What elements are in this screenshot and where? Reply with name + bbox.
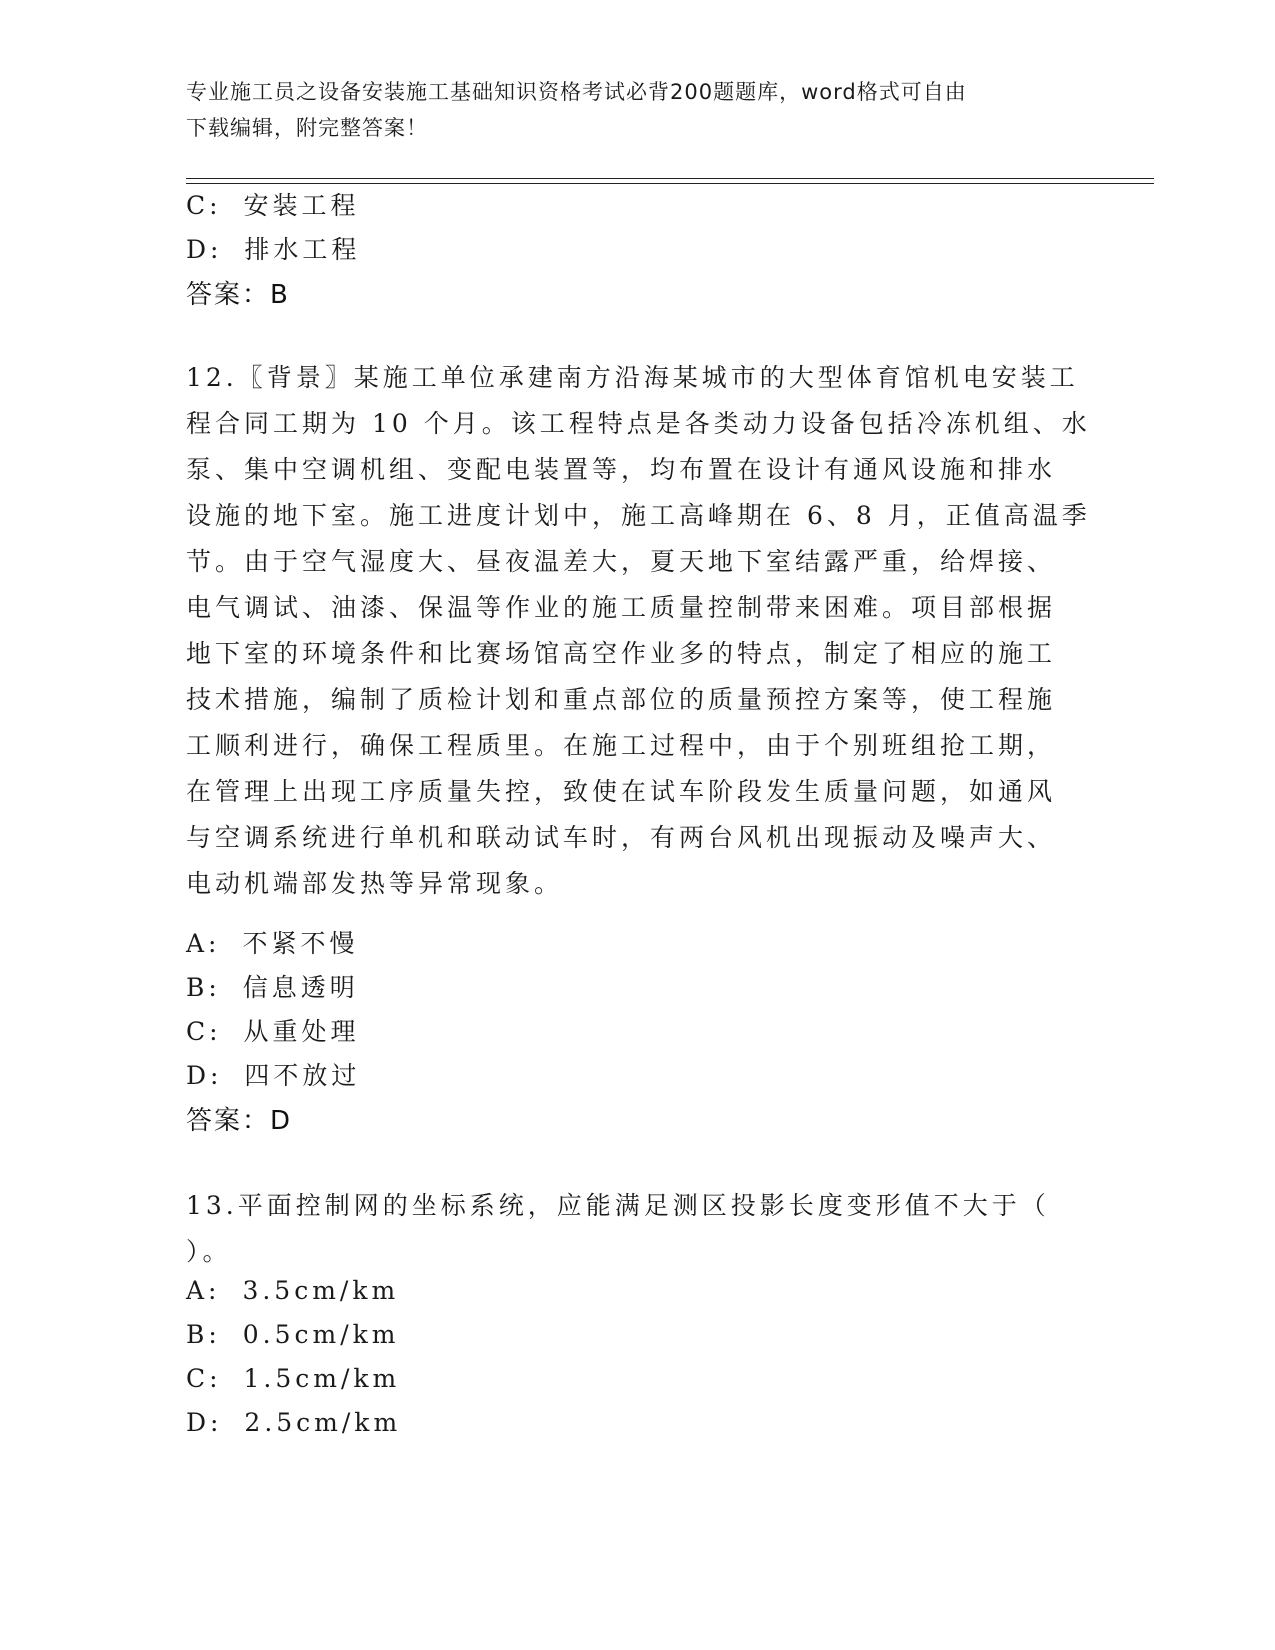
- option-label: B:: [186, 973, 221, 1002]
- question-line: 泵、集中空调机组、变配电装置等，均布置在设计有通风设施和排水: [186, 455, 1057, 484]
- answer-q12: 答案：D: [186, 1106, 293, 1136]
- question-line: 电动机端部发热等异常现象。: [186, 869, 564, 898]
- header-line-2: 下载编辑，附完整答案！: [186, 116, 428, 140]
- option-c-q13: [186, 1364, 400, 1393]
- document-header: [186, 74, 1066, 146]
- option-label: D:: [186, 1408, 223, 1437]
- question-line: 13.平面控制网的坐标系统，应能满足测区投影长度变形值不大于（: [186, 1191, 1050, 1220]
- option-text: 2.5cm/km: [244, 1408, 402, 1437]
- question-line: ）。: [186, 1237, 232, 1266]
- option-d-prev: [186, 230, 360, 266]
- option-d-q12: [186, 1056, 360, 1092]
- question-line: 技术措施，编制了质检计划和重点部位的质量预控方案等，使工程施: [186, 685, 1057, 714]
- option-text: 1.5cm/km: [243, 1364, 401, 1393]
- question-line: 设施的地下室。施工进度计划中，施工高峰期在 6、8 月，正值高温季: [186, 501, 1091, 530]
- option-label: D:: [186, 235, 223, 264]
- question-line: 节。由于空气湿度大、昼夜温差大，夏天地下室结露严重，给焊接、: [186, 547, 1057, 576]
- header-divider-top: [186, 178, 1154, 179]
- option-c-q12: [186, 1012, 360, 1048]
- option-a-q13: [186, 1276, 399, 1305]
- question-line: 12.〖背景〗某施工单位承建南方沿海某城市的大型体育馆机电安装工: [186, 363, 1079, 392]
- option-label: A:: [186, 1276, 221, 1305]
- option-label: C:: [186, 191, 222, 220]
- answer-prev: 答案：B: [186, 280, 290, 310]
- option-label: C:: [186, 1364, 222, 1393]
- question-line: 在管理上出现工序质量失控，致使在试车阶段发生质量问题，如通风: [186, 777, 1057, 806]
- option-c-prev: [186, 186, 360, 222]
- option-a-q12: [186, 924, 358, 960]
- option-b-q13: [186, 1320, 400, 1349]
- option-text: 0.5cm/km: [242, 1320, 400, 1349]
- option-d-q13: [186, 1408, 401, 1437]
- question-line: 工顺利进行，确保工程质里。在施工过程中，由于个别班组抢工期，: [186, 731, 1057, 760]
- header-line-1: 专业施工员之设备安装施工基础知识资格考试必背200题题库，word格式可自由: [186, 80, 967, 104]
- question-line: 程合同工期为 10 个月。该工程特点是各类动力设备包括冷冻机组、水: [186, 409, 1091, 438]
- option-text: 排水工程: [244, 235, 361, 264]
- option-text: 从重处理: [243, 1017, 360, 1046]
- option-text: 不紧不慢: [242, 929, 359, 958]
- question-13-text: [186, 1183, 1086, 1275]
- option-text: 四不放过: [244, 1061, 361, 1090]
- option-label: A:: [186, 929, 221, 958]
- option-text: 安装工程: [243, 191, 360, 220]
- option-label: B:: [186, 1320, 221, 1349]
- option-label: D:: [186, 1061, 223, 1090]
- option-b-q12: [186, 968, 359, 1004]
- question-line: 与空调系统进行单机和联动试车时，有两台风机出现振动及噪声大、: [186, 823, 1057, 852]
- header-divider-bottom: [186, 183, 1154, 184]
- question-line: 地下室的环境条件和比赛场馆高空作业多的特点，制定了相应的施工: [186, 639, 1057, 668]
- question-12-text: [186, 355, 1091, 907]
- option-text: 3.5cm/km: [242, 1276, 400, 1305]
- option-label: C:: [186, 1017, 222, 1046]
- question-line: 电气调试、油漆、保温等作业的施工质量控制带来困难。项目部根据: [186, 593, 1057, 622]
- option-text: 信息透明: [242, 973, 359, 1002]
